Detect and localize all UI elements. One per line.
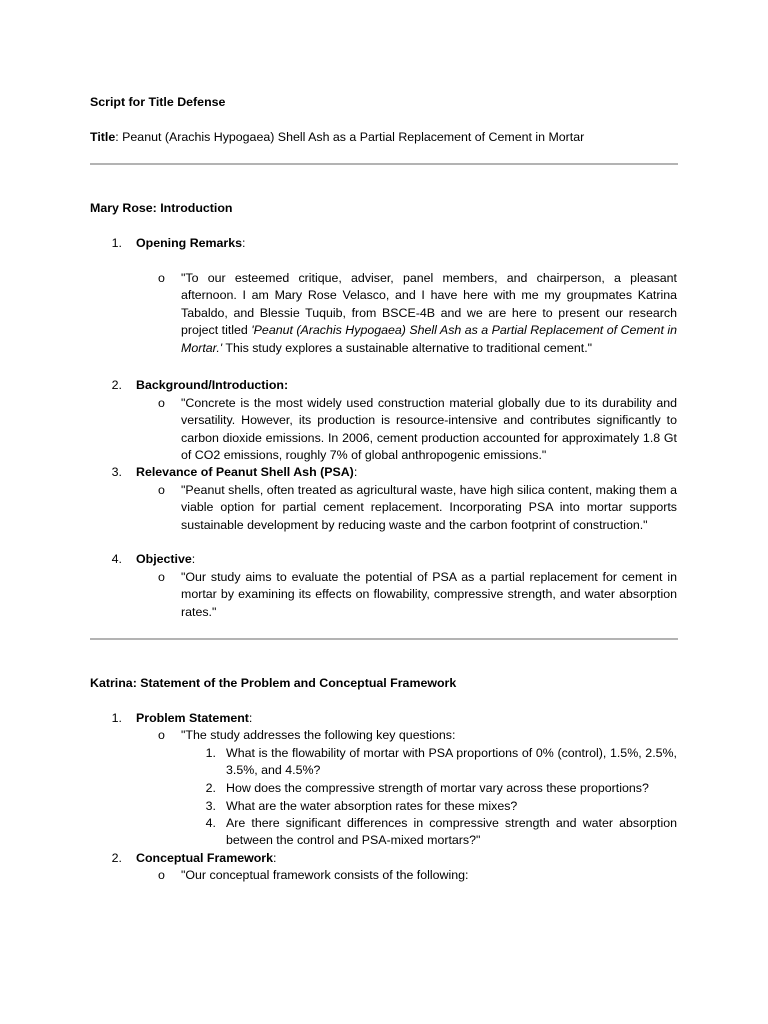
list-item-label [136, 377, 288, 394]
question-number: 1. [205, 746, 216, 760]
question-text: What is the flowability of mortar with PSA proportions of 0% (control), 1.5%, 2.5%, 3.5%, and 4.5%? [226, 746, 677, 778]
label-colon: : [242, 236, 246, 250]
label-colon: : [273, 851, 277, 865]
title-label: Title [90, 130, 116, 144]
problem-statement-text: "The study addresses the following key questions: [181, 728, 456, 742]
objective-label: Objective [136, 552, 192, 566]
section-heading-introduction: Mary Rose: Introduction [90, 201, 233, 215]
bullet-marker: o [158, 570, 165, 584]
list-number: 1. [111, 711, 122, 725]
question-text: Are there significant differences in compressive strength and water absorption between the control and PSA-mixed mortars?" [226, 816, 677, 848]
bullet-marker: o [158, 868, 165, 882]
list-number: 1. [111, 236, 122, 250]
question-number: 3. [205, 799, 216, 813]
background-text: "Concrete is the most widely used construction material globally due to its durability and versatility. However, its production is resource-intensive and contributes significantly to carbon dioxide emissions. In 2006, cement production accounted for approximately 1.8 Gt of CO2 emissions, roughly 7% of global anthropogenic emissions." [181, 396, 677, 463]
paragraph-text: "To our esteemed critique, adviser, panel members, and chairperson, a pleasant afternoon. I am Mary Rose Velasco, and I have here with me my groupmates Katrina Tabaldo, and Blessie Tuquib, from BSCE-4B and we are here to present our research project titled [181, 271, 677, 338]
paragraph-text: This study explores a sustainable alternative to traditional cement." [222, 340, 593, 355]
list-number: 2. [111, 378, 122, 392]
question-number: 2. [205, 781, 216, 795]
label-colon: : [248, 711, 253, 725]
list-number: 2. [111, 851, 122, 865]
bullet-marker: o [158, 396, 165, 410]
opening-remarks-text [181, 270, 677, 357]
background-label: Background/Introduction: [136, 378, 289, 392]
project-title-italic: 'Peanut (Arachis Hypogaea) Shell Ash as a Partial Replacement of Cement in Mortar.' [181, 323, 677, 355]
problem-statement-label: Problem Statement [136, 711, 249, 725]
question-text: What are the water absorption rates for these mixes? [226, 799, 518, 813]
divider [90, 638, 678, 640]
document-heading: Script for Title Defense [90, 95, 226, 109]
question-text: How does the compressive strength of mortar vary across these proportions? [226, 781, 649, 795]
question-number: 4. [205, 816, 216, 830]
list-number: 4. [111, 552, 122, 566]
relevance-label: Relevance of Peanut Shell Ash (PSA) [136, 465, 354, 479]
label-colon: : [191, 552, 196, 566]
conceptual-framework-label: Conceptual Framework [136, 851, 274, 865]
list-item-label [136, 464, 357, 481]
bullet-marker: o [158, 483, 165, 497]
divider [90, 163, 678, 165]
title-line [90, 129, 690, 146]
title-text: Peanut (Arachis Hypogaea) Shell Ash as a Partial Replacement of Cement in Mortar [118, 130, 585, 144]
label-colon: : [353, 465, 358, 479]
bullet-marker: o [158, 271, 165, 285]
list-number: 3. [111, 465, 122, 479]
title-colon: : [115, 130, 119, 144]
list-item-label [136, 710, 252, 727]
list-item-label [136, 235, 246, 252]
section-heading-problem: Katrina: Statement of the Problem and Conceptual Framework [90, 676, 457, 690]
list-item-label [136, 850, 276, 867]
relevance-text: "Peanut shells, often treated as agricultural waste, have high silica content, making them a viable option for partial cement replacement. Incorporating PSA into mortar supports sustainable development by reducing waste and the carbon footprint of construction." [181, 483, 677, 532]
opening-remarks-label: Opening Remarks [136, 236, 243, 250]
conceptual-framework-text: "Our conceptual framework consists of the following: [181, 868, 469, 882]
list-item-label [136, 551, 195, 568]
bullet-marker: o [158, 728, 165, 742]
objective-text: "Our study aims to evaluate the potential of PSA as a partial replacement for cement in mortar by examining its effects on flowability, compressive strength, and water absorption rates." [181, 570, 677, 619]
